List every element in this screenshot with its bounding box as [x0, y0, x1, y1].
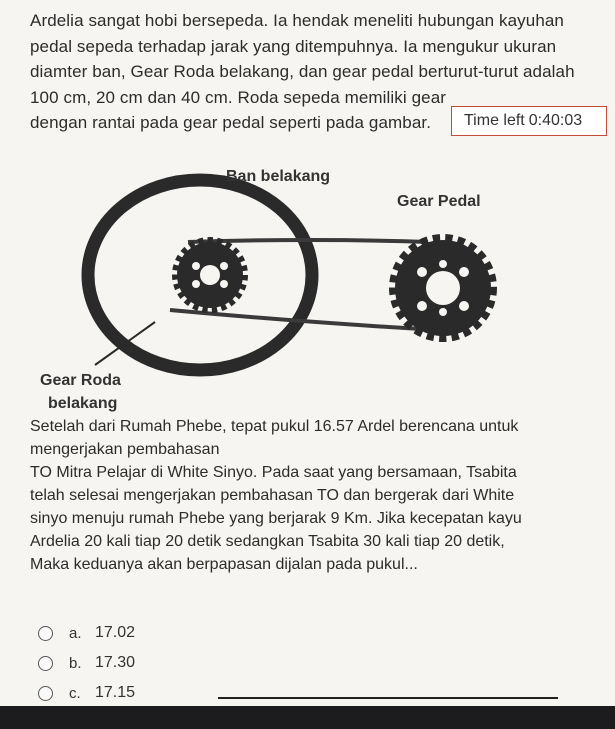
option-b[interactable]	[38, 650, 238, 676]
story-line: Ardelia 20 kali tiap 20 detik sedangkan Tsabita 30 kali tiap 20 detik,	[30, 533, 505, 550]
chain-top	[188, 240, 428, 242]
story-line: TO Mitra Pelajar di White Sinyo. Pada saat yang bersamaan, Tsabita	[30, 464, 517, 481]
story-line: sinyo menuju rumah Phebe yang berjarak 9 Km. Jika kecepatan kayu	[30, 510, 522, 527]
timer-label: Time left	[464, 112, 525, 129]
option-value: 17.30	[95, 654, 136, 671]
option-value: 17.15	[95, 684, 136, 701]
option-letter: a.	[69, 624, 82, 642]
label-gear-pedal: Gear Pedal	[397, 193, 481, 210]
story-line: Maka keduanya akan berpapasan dijalan pada pukul...	[30, 556, 418, 573]
story-line: telah selesai mengerjakan pembahasan TO dan bergerak dari White	[30, 487, 515, 504]
option-value: 17.02	[95, 624, 136, 641]
label-gear-roda: Gear Roda	[40, 372, 121, 389]
bicycle-gear-figure	[30, 160, 590, 412]
radio-button[interactable]	[38, 626, 53, 641]
rear-gear	[177, 242, 243, 308]
option-letter: b.	[69, 654, 82, 672]
label-ban-belakang: Ban belakang	[226, 168, 331, 185]
question-paragraph-end: dengan rantai pada gear pedal seperti pada gambar.	[30, 113, 432, 132]
gear-diagram	[30, 160, 590, 400]
pedal-gear	[395, 240, 491, 336]
timer-value: 0:40:03	[528, 112, 583, 129]
story-text	[30, 415, 605, 576]
option-c[interactable]	[38, 680, 238, 706]
label-gear-roda-line2: belakang	[48, 395, 118, 412]
timer-badge	[451, 106, 607, 136]
story-line: Setelah dari Rumah Phebe, tepat pukul 16.57 Ardel berencana untuk	[30, 418, 519, 435]
question-paragraph-main: Ardelia sangat hobi bersepeda. Ia hendak meneliti hubungan kayuhan pedal sepeda terhadap jarak yang ditempuhnya. Ia mengukur ukuran diamter ban, Gear Roda belakang, dan gear pedal berturut-turut adalah 100 cm, 20 cm dan 40 cm. Roda sepeda memiliki gear	[30, 11, 575, 107]
radio-button[interactable]	[38, 656, 53, 671]
question-paragraph	[30, 8, 605, 110]
option-a[interactable]	[38, 620, 238, 646]
divider-rule	[218, 697, 558, 699]
story-line: mengerjakan pembahasan	[30, 441, 220, 458]
radio-button[interactable]	[38, 686, 53, 701]
bottom-bar	[0, 706, 615, 729]
option-letter: c.	[69, 684, 81, 702]
